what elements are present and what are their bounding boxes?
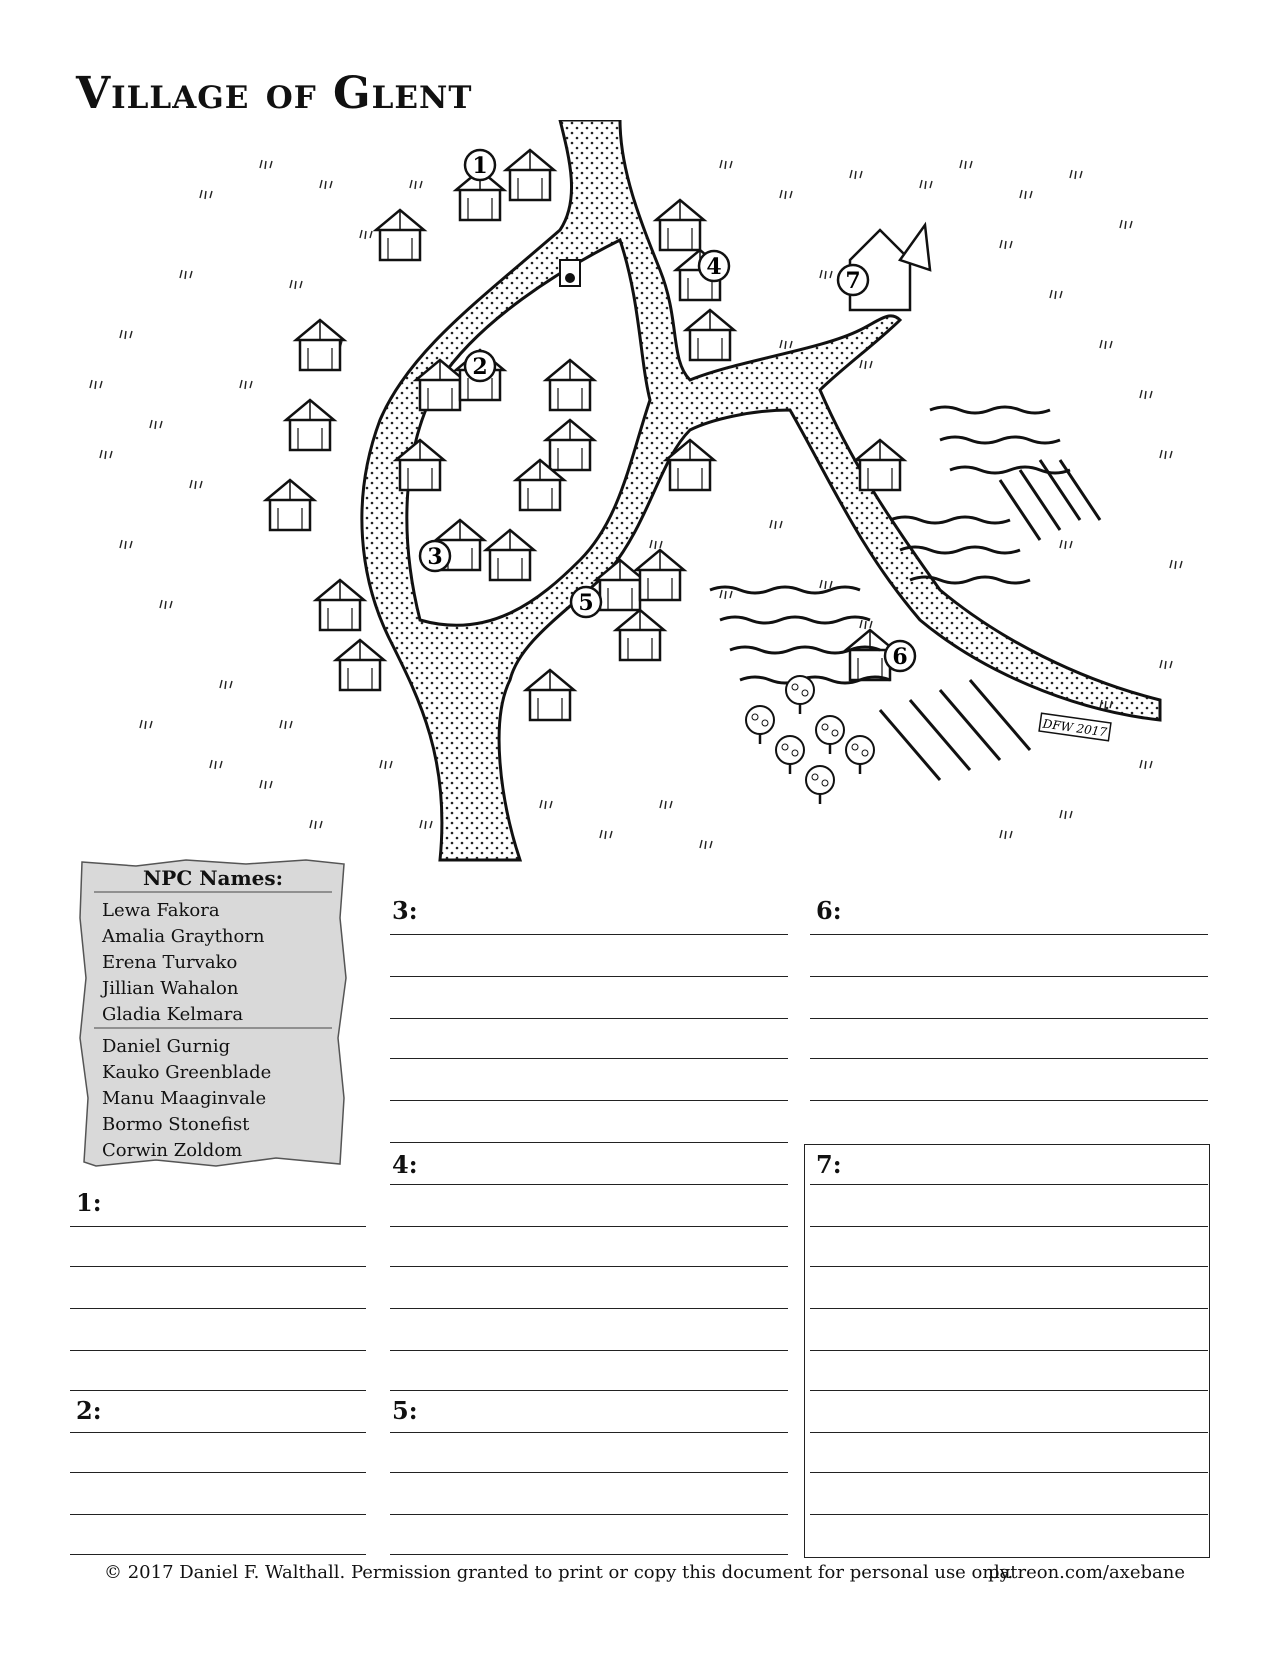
npc-heading: NPC Names: xyxy=(143,866,283,890)
page-title: Village of Glent xyxy=(76,68,473,119)
npc-name: Kauko Greenblade xyxy=(102,1062,272,1083)
npc-list-group-2 xyxy=(102,1034,271,1164)
notes-label-5: 5: xyxy=(392,1396,418,1425)
svg-text:1: 1 xyxy=(472,153,488,179)
npc-name: Daniel Gurnig xyxy=(102,1036,231,1057)
svg-text:6: 6 xyxy=(892,644,908,670)
npc-name: Lewa Fakora xyxy=(102,900,220,921)
signature-banner xyxy=(1039,713,1111,741)
marker-5[interactable] xyxy=(571,587,601,617)
roads xyxy=(362,120,1160,860)
marker-6[interactable] xyxy=(885,641,915,671)
marker-3[interactable] xyxy=(420,541,450,571)
marker-4[interactable] xyxy=(699,251,729,281)
npc-name: Amalia Graythorn xyxy=(102,926,265,947)
footer-link[interactable]: patreon.com/axebane xyxy=(988,1562,1185,1583)
npc-name: Erena Turvako xyxy=(102,952,238,973)
svg-text:DFW 2017: DFW 2017 xyxy=(1041,716,1108,740)
orchard-trees xyxy=(746,676,874,804)
notes-label-7: 7: xyxy=(816,1150,842,1179)
village-map xyxy=(60,120,1230,880)
notes-box-7 xyxy=(804,1144,1210,1558)
notes-label-4: 4: xyxy=(392,1150,418,1179)
notes-label-6: 6: xyxy=(816,896,842,925)
svg-text:3: 3 xyxy=(427,544,443,570)
marker-7[interactable] xyxy=(838,265,868,295)
npc-name: Jillian Wahalon xyxy=(102,978,239,999)
marker-2[interactable] xyxy=(465,351,495,381)
notes-label-1: 1: xyxy=(76,1188,102,1217)
npc-name: Bormo Stonefist xyxy=(102,1114,250,1135)
svg-text:5: 5 xyxy=(578,590,594,616)
npc-names-box xyxy=(76,858,350,1170)
npc-name: Corwin Zoldom xyxy=(102,1140,243,1161)
marker-1[interactable] xyxy=(465,150,495,180)
footer-copyright: © 2017 Daniel F. Walthall. Permission granted to print or copy this document for personal use only. xyxy=(104,1562,1014,1583)
well-icon xyxy=(560,260,580,286)
svg-text:2: 2 xyxy=(472,354,488,380)
npc-list-group-1 xyxy=(102,898,265,1028)
notes-label-2: 2: xyxy=(76,1396,102,1425)
svg-text:4: 4 xyxy=(706,254,722,280)
npc-name: Gladia Kelmara xyxy=(102,1004,244,1025)
notes-label-3: 3: xyxy=(392,896,418,925)
npc-name: Manu Maaginvale xyxy=(102,1088,267,1109)
svg-text:7: 7 xyxy=(845,268,861,294)
